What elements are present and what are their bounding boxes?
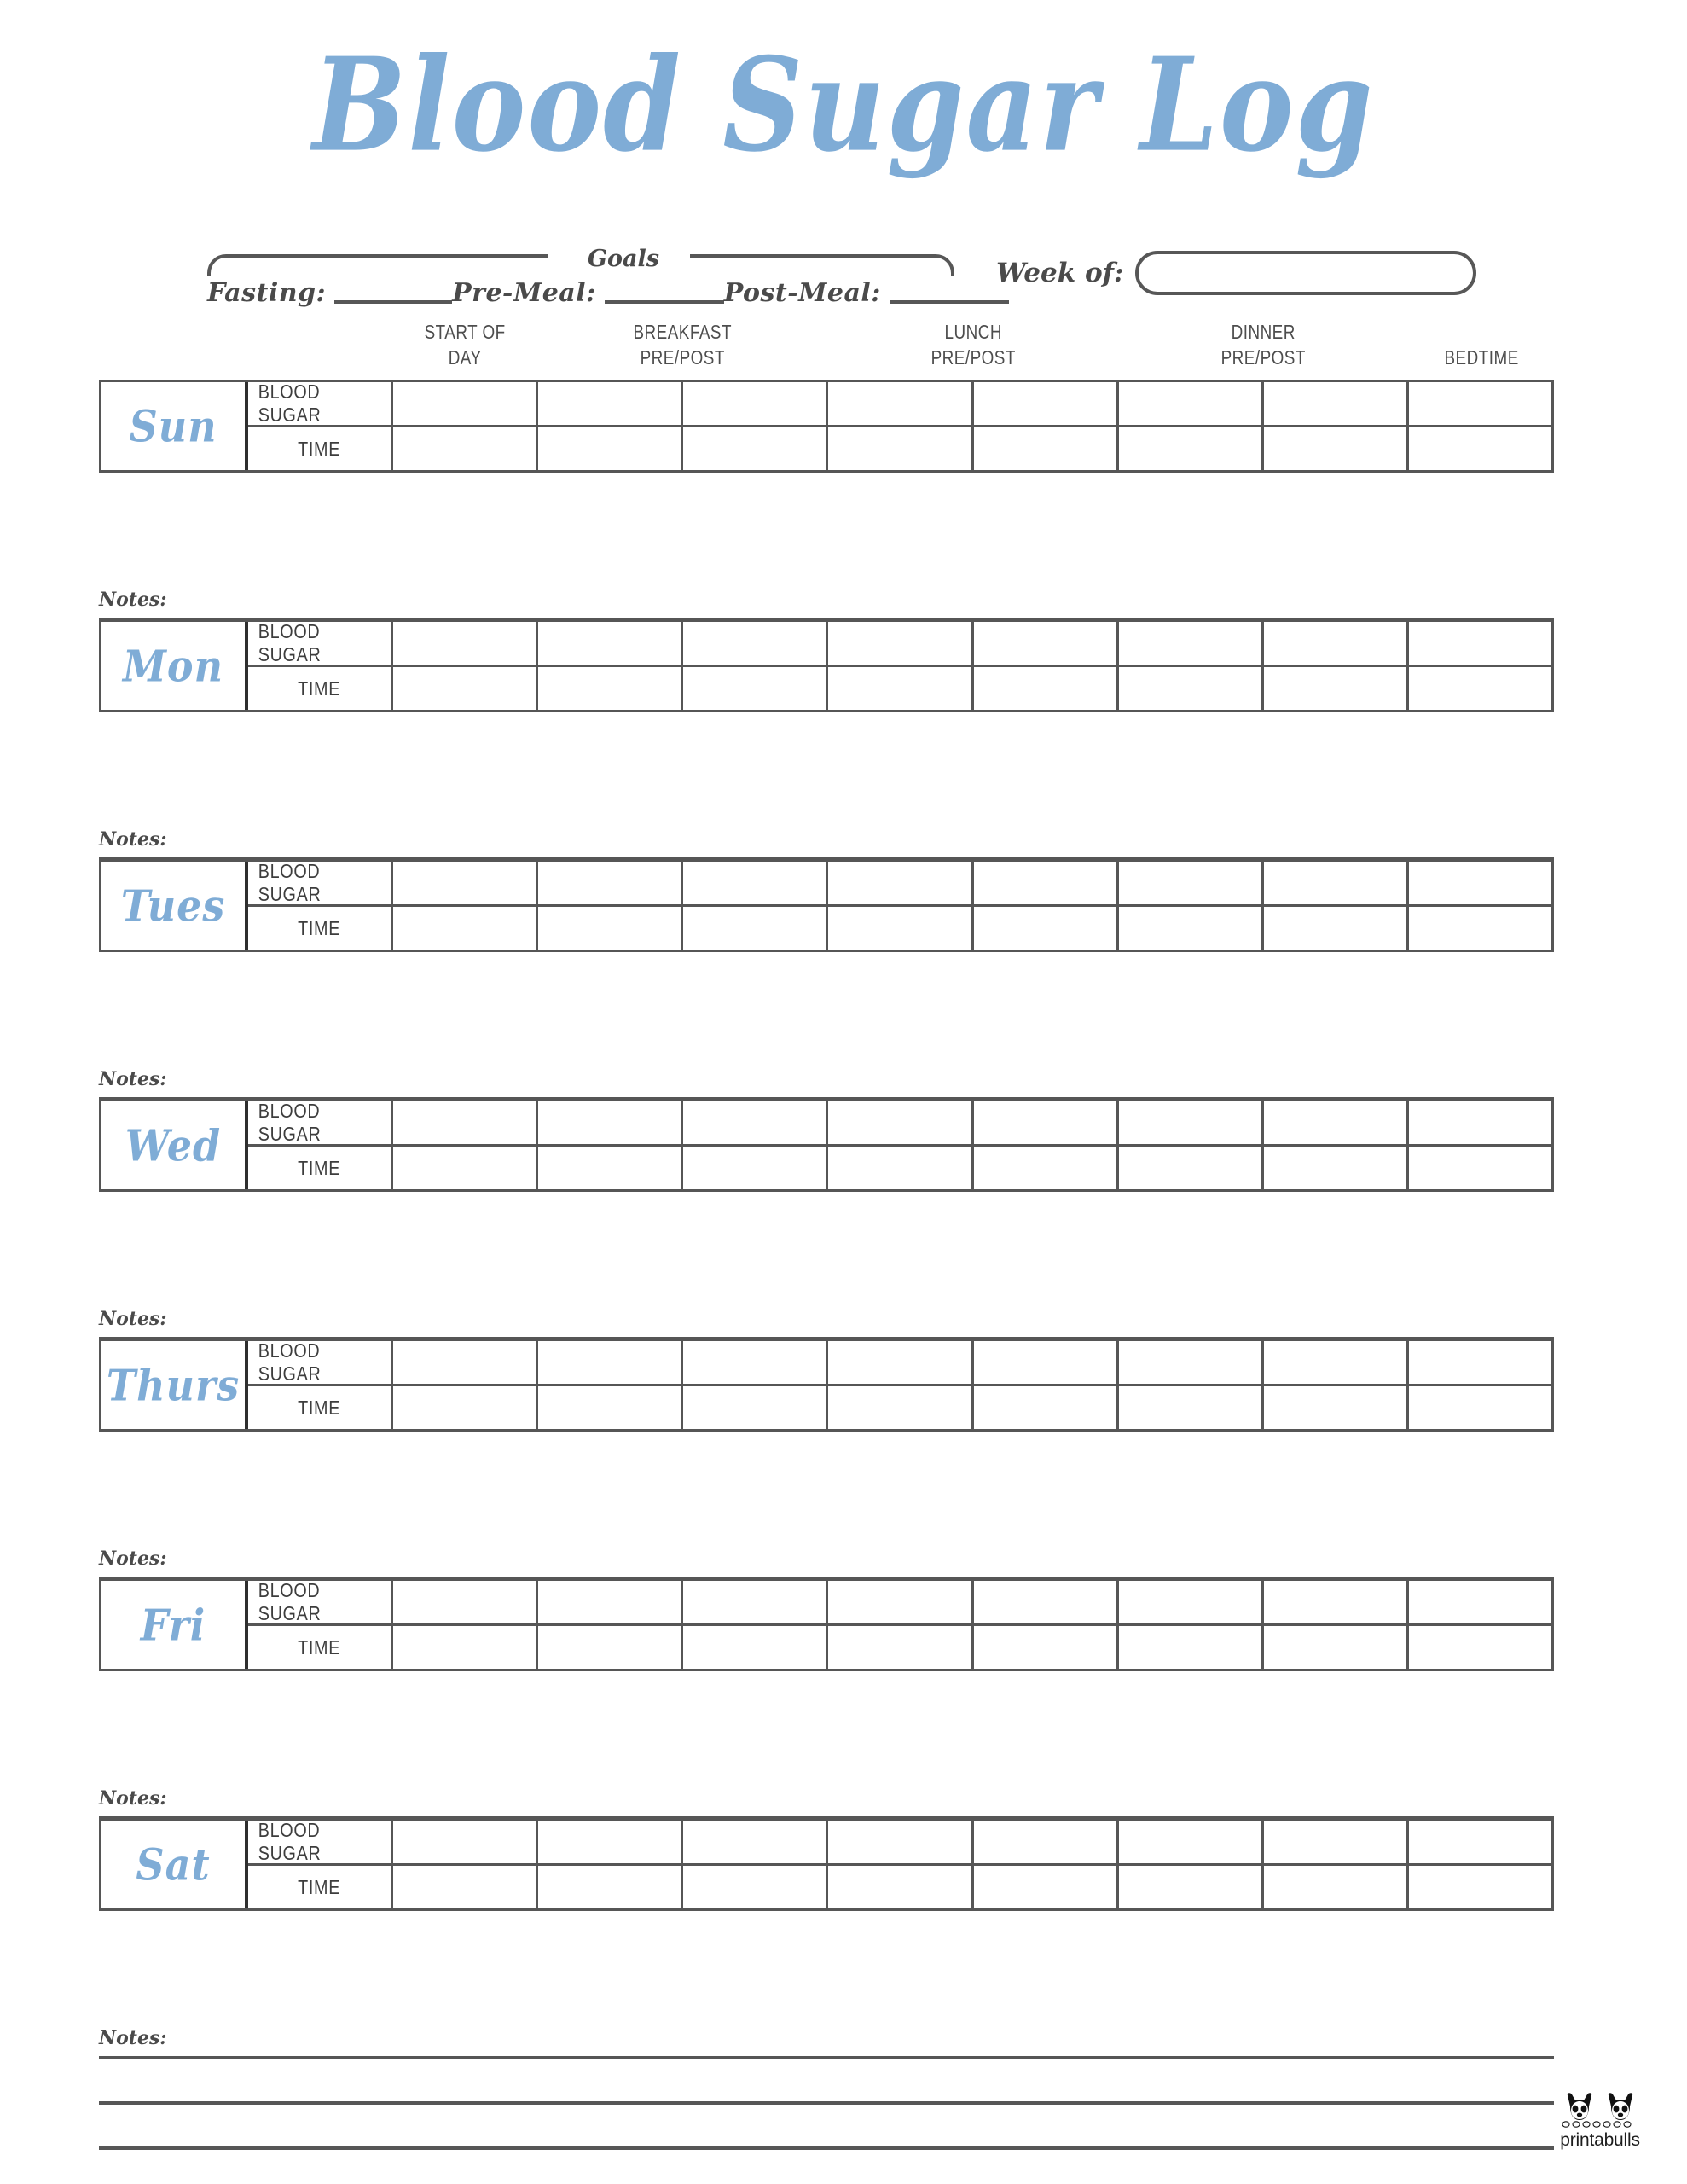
entry-cell-time[interactable]: [393, 1866, 538, 1908]
entry-cell-blood-sugar[interactable]: [1119, 1821, 1264, 1863]
day-name-cell: [101, 622, 248, 710]
column-headers: [99, 317, 1554, 370]
entry-cell-time[interactable]: [683, 907, 828, 950]
day-row-time: [248, 427, 1551, 470]
entry-cell-time[interactable]: [538, 1866, 683, 1908]
entry-cell-time[interactable]: [828, 1866, 973, 1908]
row-label-blood-sugar: [248, 382, 393, 425]
day-row-blood-sugar: [248, 1341, 1551, 1386]
entry-cell-time[interactable]: [1264, 667, 1409, 710]
row-label-time: [248, 1866, 393, 1908]
day-grid: [248, 1341, 1551, 1429]
day-cells: [393, 382, 1551, 425]
entry-cell-time[interactable]: [1264, 1626, 1409, 1669]
entry-cell-blood-sugar[interactable]: [1264, 1581, 1409, 1623]
row-label-time: [248, 1386, 393, 1429]
day-table: [99, 380, 1554, 473]
entry-cell-time[interactable]: [683, 1147, 828, 1189]
goal-field-fasting: [207, 278, 452, 308]
row-label-text: BLOOD SUGAR: [258, 380, 322, 426]
column-header-line1: START OF DAY: [424, 321, 506, 369]
row-label-blood-sugar: [248, 862, 393, 904]
day-row-blood-sugar: [248, 1581, 1551, 1626]
entry-cell-time[interactable]: [393, 667, 538, 710]
entry-cell-blood-sugar[interactable]: [828, 1581, 973, 1623]
day-block: [99, 1578, 1554, 1809]
day-block: [99, 619, 1554, 851]
day-cells: [393, 1626, 1551, 1669]
day-table: [99, 859, 1554, 952]
notes-label: Notes:: [99, 589, 167, 611]
day-name-cell: [101, 1821, 248, 1908]
goal-label-post-meal: Post-Meal:: [723, 278, 881, 308]
column-header-breakfast: [564, 317, 802, 370]
entry-cell-time[interactable]: [1409, 1626, 1551, 1669]
notes-line[interactable]: [99, 2101, 1554, 2105]
entry-cell-time[interactable]: [1409, 1866, 1551, 1908]
entry-cell-blood-sugar[interactable]: [683, 1101, 828, 1144]
day-row-time: [248, 1147, 1551, 1189]
row-label-text: TIME: [298, 1875, 341, 1898]
notes-area: [99, 712, 1554, 851]
entry-cell-time[interactable]: [538, 907, 683, 950]
entry-cell-blood-sugar[interactable]: [683, 1821, 828, 1863]
day-row-time: [248, 667, 1551, 710]
entry-cell-blood-sugar[interactable]: [1119, 622, 1264, 665]
entry-cell-time[interactable]: [1409, 667, 1551, 710]
entry-cell-time[interactable]: [683, 1626, 828, 1669]
entry-cell-time[interactable]: [828, 1147, 973, 1189]
entry-cell-blood-sugar[interactable]: [538, 1821, 683, 1863]
entry-cell-blood-sugar[interactable]: [393, 382, 538, 425]
entry-cell-time[interactable]: [393, 427, 538, 470]
entry-cell-blood-sugar[interactable]: [974, 1581, 1119, 1623]
entry-cell-blood-sugar[interactable]: [828, 1821, 973, 1863]
row-label-blood-sugar: [248, 622, 393, 665]
row-label-text: BLOOD SUGAR: [258, 860, 322, 905]
entry-cell-blood-sugar[interactable]: [683, 1581, 828, 1623]
entry-cell-time[interactable]: [1409, 427, 1551, 470]
day-name: Sat: [136, 1838, 211, 1891]
entry-cell-time[interactable]: [1119, 1626, 1264, 1669]
column-header-start-of-day: [405, 317, 525, 370]
row-label-text: BLOOD SUGAR: [258, 1100, 322, 1145]
day-block: [99, 1339, 1554, 1570]
row-label-blood-sugar: [248, 1341, 393, 1384]
entry-cell-blood-sugar[interactable]: [1119, 1581, 1264, 1623]
goal-input-fasting[interactable]: [334, 300, 452, 304]
row-label-text: BLOOD SUGAR: [258, 1339, 322, 1385]
goal-field-post-meal: [724, 278, 1009, 308]
entry-cell-blood-sugar[interactable]: [683, 622, 828, 665]
day-table: [99, 619, 1554, 712]
week-of-label: Week of:: [996, 258, 1124, 288]
notes-area: [99, 1671, 1554, 1809]
entry-cell-time[interactable]: [538, 667, 683, 710]
day-cells: [393, 862, 1551, 904]
entry-cell-time[interactable]: [393, 1147, 538, 1189]
entry-cell-time[interactable]: [683, 427, 828, 470]
day-grid: [248, 862, 1551, 950]
entry-cell-blood-sugar[interactable]: [974, 382, 1119, 425]
entry-cell-blood-sugar[interactable]: [1264, 1101, 1409, 1144]
page-title-wrap: [0, 29, 1687, 181]
entry-cell-blood-sugar[interactable]: [828, 1341, 973, 1384]
entry-cell-blood-sugar[interactable]: [1409, 1821, 1551, 1863]
entry-cell-blood-sugar[interactable]: [393, 1341, 538, 1384]
entry-cell-time[interactable]: [1119, 907, 1264, 950]
entry-cell-time[interactable]: [1264, 1147, 1409, 1189]
page-title: Blood Sugar Log: [312, 29, 1375, 181]
entry-cell-time[interactable]: [974, 667, 1119, 710]
column-header-bedtime: [1422, 317, 1541, 370]
entry-cell-blood-sugar[interactable]: [828, 622, 973, 665]
entry-cell-time[interactable]: [538, 1147, 683, 1189]
entry-cell-time[interactable]: [1119, 1386, 1264, 1429]
day-row-time: [248, 907, 1551, 950]
entry-cell-blood-sugar[interactable]: [538, 1101, 683, 1144]
entry-cell-time[interactable]: [828, 667, 973, 710]
day-cells: [393, 907, 1551, 950]
day-row-blood-sugar: [248, 622, 1551, 667]
entry-cell-blood-sugar[interactable]: [1264, 382, 1409, 425]
entry-cell-blood-sugar[interactable]: [1119, 1341, 1264, 1384]
column-header-line1: BREAKFAST: [633, 321, 733, 344]
day-table: [99, 1339, 1554, 1432]
entry-cell-time[interactable]: [683, 1386, 828, 1429]
entry-cell-time[interactable]: [974, 1386, 1119, 1429]
entry-cell-time[interactable]: [1119, 1147, 1264, 1189]
entry-cell-blood-sugar[interactable]: [1409, 1341, 1551, 1384]
entry-cell-blood-sugar[interactable]: [538, 382, 683, 425]
notes-line[interactable]: [99, 2146, 1554, 2150]
day-cells: [393, 1581, 1551, 1623]
day-name-cell: [101, 1101, 248, 1189]
column-header-line1: BEDTIME: [1444, 346, 1519, 369]
notes-label: Notes:: [99, 2027, 167, 2049]
column-header-line1: LUNCH: [944, 321, 1002, 344]
entry-cell-time[interactable]: [1409, 907, 1551, 950]
day-row-blood-sugar: [248, 862, 1551, 907]
notes-area: [99, 1911, 1554, 2049]
row-label-text: BLOOD SUGAR: [258, 620, 322, 665]
day-cells: [393, 427, 1551, 470]
entry-cell-blood-sugar[interactable]: [1264, 862, 1409, 904]
entry-cell-time[interactable]: [1264, 427, 1409, 470]
week-of-group: [996, 251, 1476, 295]
goal-input-pre-meal[interactable]: [605, 300, 724, 304]
row-label-blood-sugar: [248, 1821, 393, 1863]
day-grid: [248, 1821, 1551, 1908]
entry-cell-blood-sugar[interactable]: [1264, 1821, 1409, 1863]
column-header-line2: PRE/POST: [930, 346, 1016, 369]
goal-input-post-meal[interactable]: [890, 300, 1009, 304]
entry-cell-time[interactable]: [538, 1386, 683, 1429]
notes-area: [99, 1192, 1554, 1330]
day-row-time: [248, 1386, 1551, 1429]
entry-cell-blood-sugar[interactable]: [974, 1821, 1119, 1863]
goals-legend: Goals: [587, 246, 660, 272]
entry-cell-blood-sugar[interactable]: [828, 382, 973, 425]
entry-cell-blood-sugar[interactable]: [828, 1101, 973, 1144]
entry-cell-time[interactable]: [393, 1626, 538, 1669]
entry-cell-time[interactable]: [393, 907, 538, 950]
day-cells: [393, 1101, 1551, 1144]
day-grid: [248, 382, 1551, 470]
day-cells: [393, 1821, 1551, 1863]
entry-cell-blood-sugar[interactable]: [538, 862, 683, 904]
day-row-blood-sugar: [248, 1821, 1551, 1866]
notes-area: [99, 952, 1554, 1090]
day-name: Wed: [125, 1119, 222, 1171]
day-cells: [393, 1386, 1551, 1429]
day-grid: [248, 1101, 1551, 1189]
day-cells: [393, 1866, 1551, 1908]
day-name: Thurs: [106, 1359, 241, 1411]
entry-cell-blood-sugar[interactable]: [683, 1341, 828, 1384]
day-name: Tues: [120, 880, 226, 932]
brand-name: printabulls: [1560, 2130, 1640, 2150]
goal-label-fasting: Fasting:: [207, 278, 327, 308]
day-table: [99, 1818, 1554, 1911]
entry-cell-time[interactable]: [683, 1866, 828, 1908]
column-header-line2: PRE/POST: [1220, 346, 1307, 369]
day-block: [99, 380, 1554, 611]
column-header-lunch: [854, 317, 1092, 370]
entry-cell-blood-sugar[interactable]: [1264, 622, 1409, 665]
entry-cell-time[interactable]: [1264, 1386, 1409, 1429]
entry-cell-blood-sugar[interactable]: [1409, 622, 1551, 665]
day-row-blood-sugar: [248, 382, 1551, 427]
row-label-blood-sugar: [248, 1581, 393, 1623]
day-row-time: [248, 1626, 1551, 1669]
column-header-dinner: [1145, 317, 1383, 370]
day-table: [99, 1099, 1554, 1192]
entry-cell-time[interactable]: [1119, 427, 1264, 470]
entry-cell-blood-sugar[interactable]: [1119, 382, 1264, 425]
entry-cell-time[interactable]: [974, 1147, 1119, 1189]
entry-cell-time[interactable]: [1119, 667, 1264, 710]
row-label-text: TIME: [298, 677, 341, 700]
row-label-text: TIME: [298, 916, 341, 939]
goal-field-pre-meal: [452, 278, 724, 308]
day-row-time: [248, 1866, 1551, 1908]
entry-cell-blood-sugar[interactable]: [1409, 1581, 1551, 1623]
day-name-cell: [101, 382, 248, 470]
entry-cell-blood-sugar[interactable]: [538, 1341, 683, 1384]
row-label-blood-sugar: [248, 1101, 393, 1144]
day-row-blood-sugar: [248, 1101, 1551, 1147]
entry-cell-time[interactable]: [974, 1866, 1119, 1908]
notes-label: Notes:: [99, 1548, 167, 1570]
row-label-time: [248, 1147, 393, 1189]
entry-cell-blood-sugar[interactable]: [828, 862, 973, 904]
entry-cell-blood-sugar[interactable]: [393, 1101, 538, 1144]
notes-label: Notes:: [99, 1068, 167, 1090]
row-label-time: [248, 907, 393, 950]
row-label-time: [248, 667, 393, 710]
entry-cell-time[interactable]: [974, 907, 1119, 950]
row-label-time: [248, 1626, 393, 1669]
day-grid: [248, 1581, 1551, 1669]
day-name: Mon: [122, 640, 224, 692]
notes-line[interactable]: [99, 2056, 1554, 2059]
meta-row: [0, 246, 1687, 308]
day-block: [99, 1818, 1554, 2049]
entry-cell-blood-sugar[interactable]: [1409, 1101, 1551, 1144]
goal-label-pre-meal: Pre-Meal:: [452, 278, 596, 308]
day-cells: [393, 1341, 1551, 1384]
entry-cell-blood-sugar[interactable]: [538, 1581, 683, 1623]
row-label-text: TIME: [298, 1396, 341, 1419]
day-cells: [393, 1147, 1551, 1189]
notes-label: Notes:: [99, 1787, 167, 1809]
row-label-text: TIME: [298, 437, 341, 460]
entry-cell-blood-sugar[interactable]: [393, 622, 538, 665]
day-cells: [393, 622, 1551, 665]
entry-cell-blood-sugar[interactable]: [393, 1581, 538, 1623]
entry-cell-blood-sugar[interactable]: [1409, 862, 1551, 904]
entry-cell-blood-sugar[interactable]: [974, 1101, 1119, 1144]
entry-cell-blood-sugar[interactable]: [974, 862, 1119, 904]
column-header-line2: PRE/POST: [640, 346, 726, 369]
entry-cell-blood-sugar[interactable]: [974, 622, 1119, 665]
row-label-text: BLOOD SUGAR: [258, 1579, 322, 1624]
entry-cell-time[interactable]: [1409, 1386, 1551, 1429]
entry-cell-blood-sugar[interactable]: [683, 382, 828, 425]
goals-box: [207, 246, 954, 308]
entry-cell-blood-sugar[interactable]: [1119, 1101, 1264, 1144]
entry-cell-time[interactable]: [538, 1626, 683, 1669]
day-name-cell: [101, 1581, 248, 1669]
entry-cell-time[interactable]: [393, 1386, 538, 1429]
entry-cell-time[interactable]: [828, 907, 973, 950]
entry-cell-blood-sugar[interactable]: [393, 862, 538, 904]
row-label-text: TIME: [298, 1635, 341, 1658]
day-name-cell: [101, 1341, 248, 1429]
entry-cell-time[interactable]: [683, 667, 828, 710]
printabulls-logo: [1554, 2092, 1646, 2151]
day-name-cell: [101, 862, 248, 950]
bulldog-faces-icon: [1559, 2092, 1641, 2129]
entry-cell-time[interactable]: [1264, 1866, 1409, 1908]
day-name: Sun: [129, 400, 217, 452]
entry-cell-blood-sugar[interactable]: [1264, 1341, 1409, 1384]
column-header-line1: DINNER: [1231, 321, 1296, 344]
day-block: [99, 859, 1554, 1090]
entry-cell-time[interactable]: [1409, 1147, 1551, 1189]
goals-fields: [207, 274, 954, 308]
entry-cell-time[interactable]: [1264, 907, 1409, 950]
day-name: Fri: [140, 1599, 206, 1651]
entry-cell-time[interactable]: [974, 1626, 1119, 1669]
week-of-input[interactable]: [1135, 251, 1476, 295]
entry-cell-time[interactable]: [828, 1386, 973, 1429]
entry-cell-blood-sugar[interactable]: [974, 1341, 1119, 1384]
day-cells: [393, 667, 1551, 710]
entry-cell-blood-sugar[interactable]: [538, 622, 683, 665]
row-label-text: TIME: [298, 1156, 341, 1179]
entry-cell-time[interactable]: [828, 1626, 973, 1669]
notes-label: Notes:: [99, 828, 167, 851]
entry-cell-time[interactable]: [828, 427, 973, 470]
entry-cell-blood-sugar[interactable]: [1409, 382, 1551, 425]
day-grid: [248, 622, 1551, 710]
row-label-time: [248, 427, 393, 470]
entry-cell-blood-sugar[interactable]: [683, 862, 828, 904]
entry-cell-blood-sugar[interactable]: [393, 1821, 538, 1863]
entry-cell-time[interactable]: [1119, 1866, 1264, 1908]
day-table: [99, 1578, 1554, 1671]
day-block: [99, 1099, 1554, 1330]
entry-cell-time[interactable]: [538, 427, 683, 470]
row-label-text: BLOOD SUGAR: [258, 1819, 322, 1864]
entry-cell-blood-sugar[interactable]: [1119, 862, 1264, 904]
entry-cell-time[interactable]: [974, 427, 1119, 470]
notes-label: Notes:: [99, 1308, 167, 1330]
